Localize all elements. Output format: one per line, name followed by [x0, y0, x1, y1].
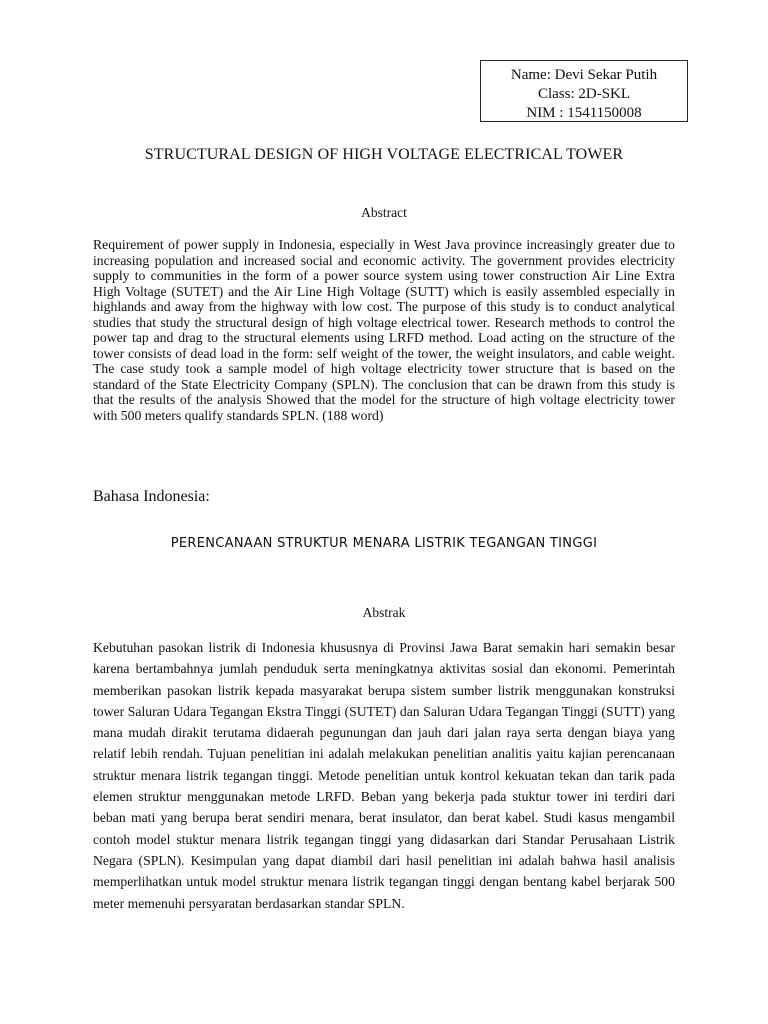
indonesian-abstract	[93, 637, 675, 914]
student-class: Class: 2D-SKL	[537, 86, 631, 102]
english-abstract-heading: Abstract	[361, 205, 407, 220]
indonesian-abstract-text: Kebutuhan pasokan listrik di Indonesia khususnya di Provinsi Jawa Barat semakin hari semakin besar karena bertambahnya jumlah penduduk serta meningkatnya aktivitas sosial dan ekonomi. Pemerintah memberikan pasokan listrik kepada masyarakat berupa sistem sumber listrik menggunakan konstruksi tower Saluran Udara Tegangan Ekstra Tinggi (SUTET) dan Saluran Udara Tegangan Tinggi (SUTT) yang mana mudah dirakit terutama didaerah pegunungan dan jauh dari jalan raya serta dengan biaya yang relatif lebih rendah. Tujuan penelitian ini adalah melakukan penelitian analitis yaitu kajian perencanaan struktur menara listrik tegangan tinggi. Metode penelitian untuk kontrol kekuatan tekan dan tarik pada elemen struktur menggunakan metode LRFD. Beban yang bekerja pada stuktur tower ini terdiri dari beban mati yang berupa berat sendiri menara, berat insulator, dan berat kabel. Studi kasus mengambil contoh model stuktur menara listrik tegangan tinggi yang didasarkan dari Standar Perusahaan Listrik Negara (SPLN). Kesimpulan yang dapat diambil dari hasil penelitian ini adalah bahwa hasil analisis memperlihatkan untuk model struktur menara listrik tegangan tinggi dengan bentang kabel berjarak 500 meter memenuhi persyaratan berdasarkan standar SPLN.	[93, 640, 675, 911]
student-name: Name: Devi Sekar Putih	[510, 67, 658, 83]
indonesian-title: PERENCANAAN STRUKTUR MENARA LISTRIK TEGANGAN TINGGI	[170, 536, 598, 551]
student-info-box	[480, 60, 688, 122]
english-title: STRUCTURAL DESIGN OF HIGH VOLTAGE ELECTRICAL TOWER	[144, 146, 624, 163]
indonesian-abstract-heading: Abstrak	[362, 605, 406, 620]
english-abstract-text: Requirement of power supply in Indonesia, especially in West Java province increasingly greater due to increasing population and increased social and economic activity. The government provides electricity supply to communities in the form of a power source system using tower construction Air Line Extra High Voltage (SUTET) and the Air Line High Voltage (SUTT) which is easily assembled especially in highlands and away from the highway with low cost. The purpose of this study is to conduct analytical studies that study the structural design of high voltage electrical tower. Research methods to control the power tap and drag to the structural elements using LRFD method. Load acting on the structure of the tower consists of dead load in the form: self weight of the tower, the weight insulators, and cable weight. The case study took a sample model of high voltage electricity tower structure that is based on the standard of the State Electricity Company (SPLN). The conclusion that can be drawn from this study is that the results of the analysis Showed that the model for the structure of high voltage electricity tower with 500 meters qualify standards SPLN. (188 word)	[93, 237, 675, 423]
bahasa-indonesia-label: Bahasa Indonesia:	[93, 488, 210, 505]
english-abstract	[93, 237, 675, 423]
student-nim: NIM : 1541150008	[526, 105, 642, 121]
